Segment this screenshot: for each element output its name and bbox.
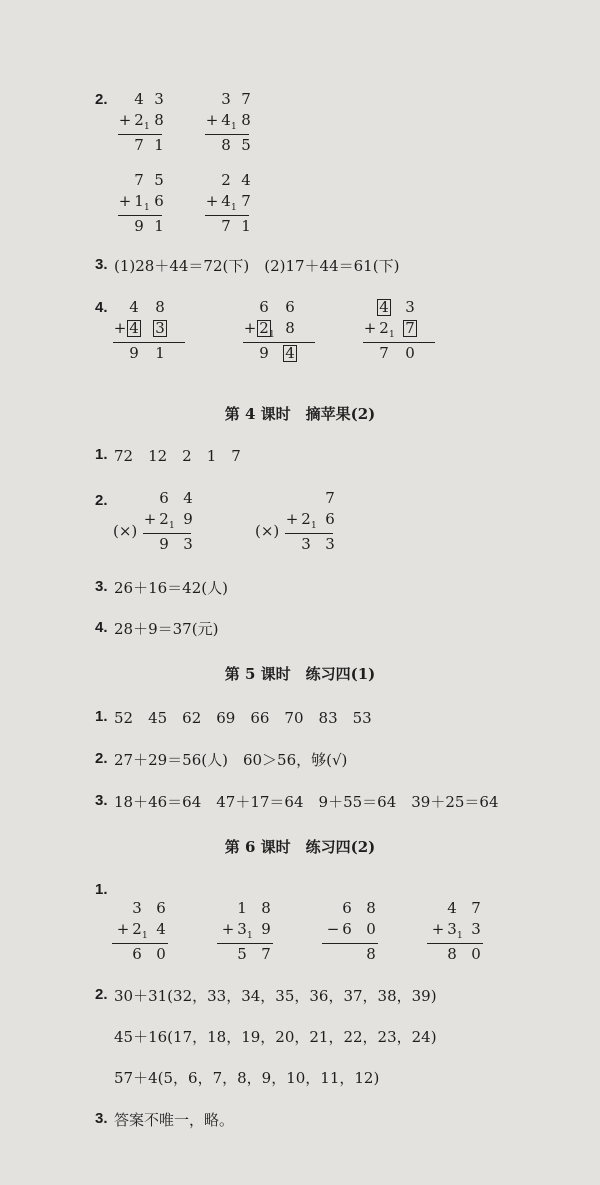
sum-line — [243, 342, 315, 343]
addend-digit: 3 — [471, 920, 481, 938]
boxed-digit: 4 — [127, 320, 141, 337]
addend-digit: 4 — [129, 298, 139, 316]
sum-line — [112, 943, 168, 944]
carry-digit: 1 — [389, 330, 395, 340]
addend-digit: 7 — [325, 489, 335, 507]
result-digit: 1 — [241, 217, 251, 235]
question-number: 2. — [95, 492, 108, 509]
answer-text: 26＋16＝42(人) — [114, 579, 228, 597]
question-number: 3. — [95, 1110, 108, 1127]
addend-digit: 8 — [154, 111, 164, 129]
sum-line — [118, 134, 162, 135]
result-digit: 9 — [159, 535, 169, 553]
addend-digit: 6 — [159, 489, 169, 507]
question-number: 2. — [95, 986, 108, 1003]
carry-digit: 1 — [231, 122, 237, 132]
operator-sign: − — [326, 920, 340, 938]
carry-digit: 1 — [457, 931, 463, 941]
question-number: 3. — [95, 578, 108, 595]
addend-digit: 4 — [183, 489, 193, 507]
addend-digit: 9 — [261, 920, 271, 938]
operator-sign: + — [363, 319, 377, 337]
sum-line — [322, 943, 378, 944]
carry-digit: 1 — [311, 521, 317, 531]
addend-digit: 2 — [221, 171, 231, 189]
operator-sign: + — [113, 319, 127, 337]
question-number: 3. — [95, 256, 108, 273]
carry-digit: 1 — [144, 203, 150, 213]
question-number: 2. — [95, 750, 108, 767]
addend-digit: 3 — [447, 920, 457, 938]
addend-digit: 3 — [154, 90, 164, 108]
result-digit: 8 — [447, 945, 457, 963]
sum-line — [285, 533, 333, 534]
sum-line — [205, 215, 249, 216]
addend-digit: 3 — [237, 920, 247, 938]
sum-line — [363, 342, 435, 343]
boxed-digit: 3 — [153, 320, 167, 337]
operator-sign: + — [205, 192, 219, 210]
section-title: 第 5 课时 练习四(1) — [224, 665, 376, 683]
addend-digit: 7 — [134, 171, 144, 189]
carry-digit: 1 — [247, 931, 253, 941]
sum-line — [205, 134, 249, 135]
addend-digit: 5 — [154, 171, 164, 189]
result-digit: 3 — [325, 535, 335, 553]
addend-digit: 7 — [241, 90, 251, 108]
result-digit: 7 — [261, 945, 271, 963]
operator-sign: + — [116, 920, 130, 938]
wrong-mark: (×) — [113, 522, 138, 540]
carry-digit: 1 — [269, 330, 275, 340]
addend-digit: 6 — [156, 899, 166, 917]
answer-text: 72 12 2 1 7 — [114, 447, 241, 465]
addend-digit: 8 — [261, 899, 271, 917]
boxed-digit: 4 — [377, 299, 391, 316]
result-digit: 7 — [379, 344, 389, 362]
addend-digit: 3 — [405, 298, 415, 316]
result-digit: 9 — [134, 217, 144, 235]
operator-sign: + — [143, 510, 157, 528]
addend-digit: 1 — [237, 899, 247, 917]
addend-digit: 6 — [325, 510, 335, 528]
addend-digit: 6 — [342, 920, 352, 938]
question-number: 4. — [95, 619, 108, 636]
answer-text: 57＋4(5，6，7，8，9，10，11，12) — [114, 1069, 380, 1087]
addend-digit: 2 — [301, 510, 311, 528]
answer-text: 答案不唯一，略。 — [114, 1111, 235, 1129]
operator-sign: + — [243, 319, 257, 337]
addend-digit: 4 — [221, 192, 231, 210]
answer-text: 27＋29＝56(人) 60＞56，够(√) — [114, 751, 348, 769]
sum-line — [118, 215, 162, 216]
carry-digit: 1 — [142, 931, 148, 941]
addend-digit: 9 — [183, 510, 193, 528]
addend-digit: 8 — [366, 899, 376, 917]
result-digit: 7 — [134, 136, 144, 154]
addend-digit: 6 — [342, 899, 352, 917]
result-digit: 9 — [129, 344, 139, 362]
result-digit: 6 — [132, 945, 142, 963]
addend-digit: 6 — [259, 298, 269, 316]
question-number: 1. — [95, 446, 108, 463]
wrong-mark: (×) — [255, 522, 280, 540]
operator-sign: + — [285, 510, 299, 528]
answer-text: 45＋16(17，18，19，20，21，22，23，24) — [114, 1028, 437, 1046]
operator-sign: + — [431, 920, 445, 938]
carry-digit: 1 — [169, 521, 175, 531]
result-digit: 3 — [183, 535, 193, 553]
result-digit: 1 — [155, 344, 165, 362]
question-number: 2. — [95, 91, 108, 108]
sum-line — [113, 342, 185, 343]
answer-text: 30＋31(32，33，34，35，36，37，38，39) — [114, 987, 437, 1005]
answer-text: (1)28＋44＝72(下) (2)17＋44＝61(下) — [114, 257, 400, 275]
addend-digit: 2 — [134, 111, 144, 129]
result-digit: 3 — [301, 535, 311, 553]
boxed-digit: 2 — [257, 320, 271, 337]
sum-line — [217, 943, 273, 944]
addend-digit: 3 — [132, 899, 142, 917]
result-digit: 0 — [156, 945, 166, 963]
sum-line — [427, 943, 483, 944]
addend-digit: 1 — [134, 192, 144, 210]
result-digit: 5 — [241, 136, 251, 154]
addend-digit: 6 — [285, 298, 295, 316]
result-digit: 0 — [405, 344, 415, 362]
addend-digit: 8 — [285, 319, 295, 337]
addend-digit: 4 — [221, 111, 231, 129]
addend-digit: 8 — [155, 298, 165, 316]
sum-line — [143, 533, 191, 534]
addend-digit: 7 — [471, 899, 481, 917]
result-digit: 0 — [471, 945, 481, 963]
operator-sign: + — [118, 111, 132, 129]
result-digit: 5 — [237, 945, 247, 963]
result-digit: 9 — [259, 344, 269, 362]
section-title: 第 4 课时 摘苹果(2) — [224, 405, 376, 423]
addend-digit: 8 — [241, 111, 251, 129]
answer-text: 52 45 62 69 66 70 83 53 — [114, 709, 372, 727]
answer-text: 18＋46＝64 47＋17＝64 9＋55＝64 39＋25＝64 — [114, 793, 499, 811]
boxed-digit: 7 — [403, 320, 417, 337]
result-digit: 7 — [221, 217, 231, 235]
question-number: 4. — [95, 299, 108, 316]
addend-digit: 6 — [154, 192, 164, 210]
addend-digit: 0 — [366, 920, 376, 938]
addend-digit: 2 — [159, 510, 169, 528]
addend-digit: 2 — [379, 319, 389, 337]
result-digit: 1 — [154, 217, 164, 235]
operator-sign: + — [221, 920, 235, 938]
carry-digit: 1 — [144, 122, 150, 132]
addend-digit: 4 — [134, 90, 144, 108]
carry-digit: 1 — [231, 203, 237, 213]
addend-digit: 3 — [221, 90, 231, 108]
section-title: 第 6 课时 练习四(2) — [224, 838, 376, 856]
result-digit: 8 — [221, 136, 231, 154]
question-number: 1. — [95, 708, 108, 725]
operator-sign: + — [118, 192, 132, 210]
result-digit: 8 — [366, 945, 376, 963]
addend-digit: 2 — [132, 920, 142, 938]
question-number: 1. — [95, 881, 108, 898]
addend-digit: 4 — [156, 920, 166, 938]
result-digit: 1 — [154, 136, 164, 154]
addend-digit: 4 — [447, 899, 457, 917]
answer-text: 28＋9＝37(元) — [114, 620, 219, 638]
boxed-digit: 4 — [283, 345, 297, 362]
operator-sign: + — [205, 111, 219, 129]
question-number: 3. — [95, 792, 108, 809]
addend-digit: 7 — [241, 192, 251, 210]
addend-digit: 4 — [241, 171, 251, 189]
